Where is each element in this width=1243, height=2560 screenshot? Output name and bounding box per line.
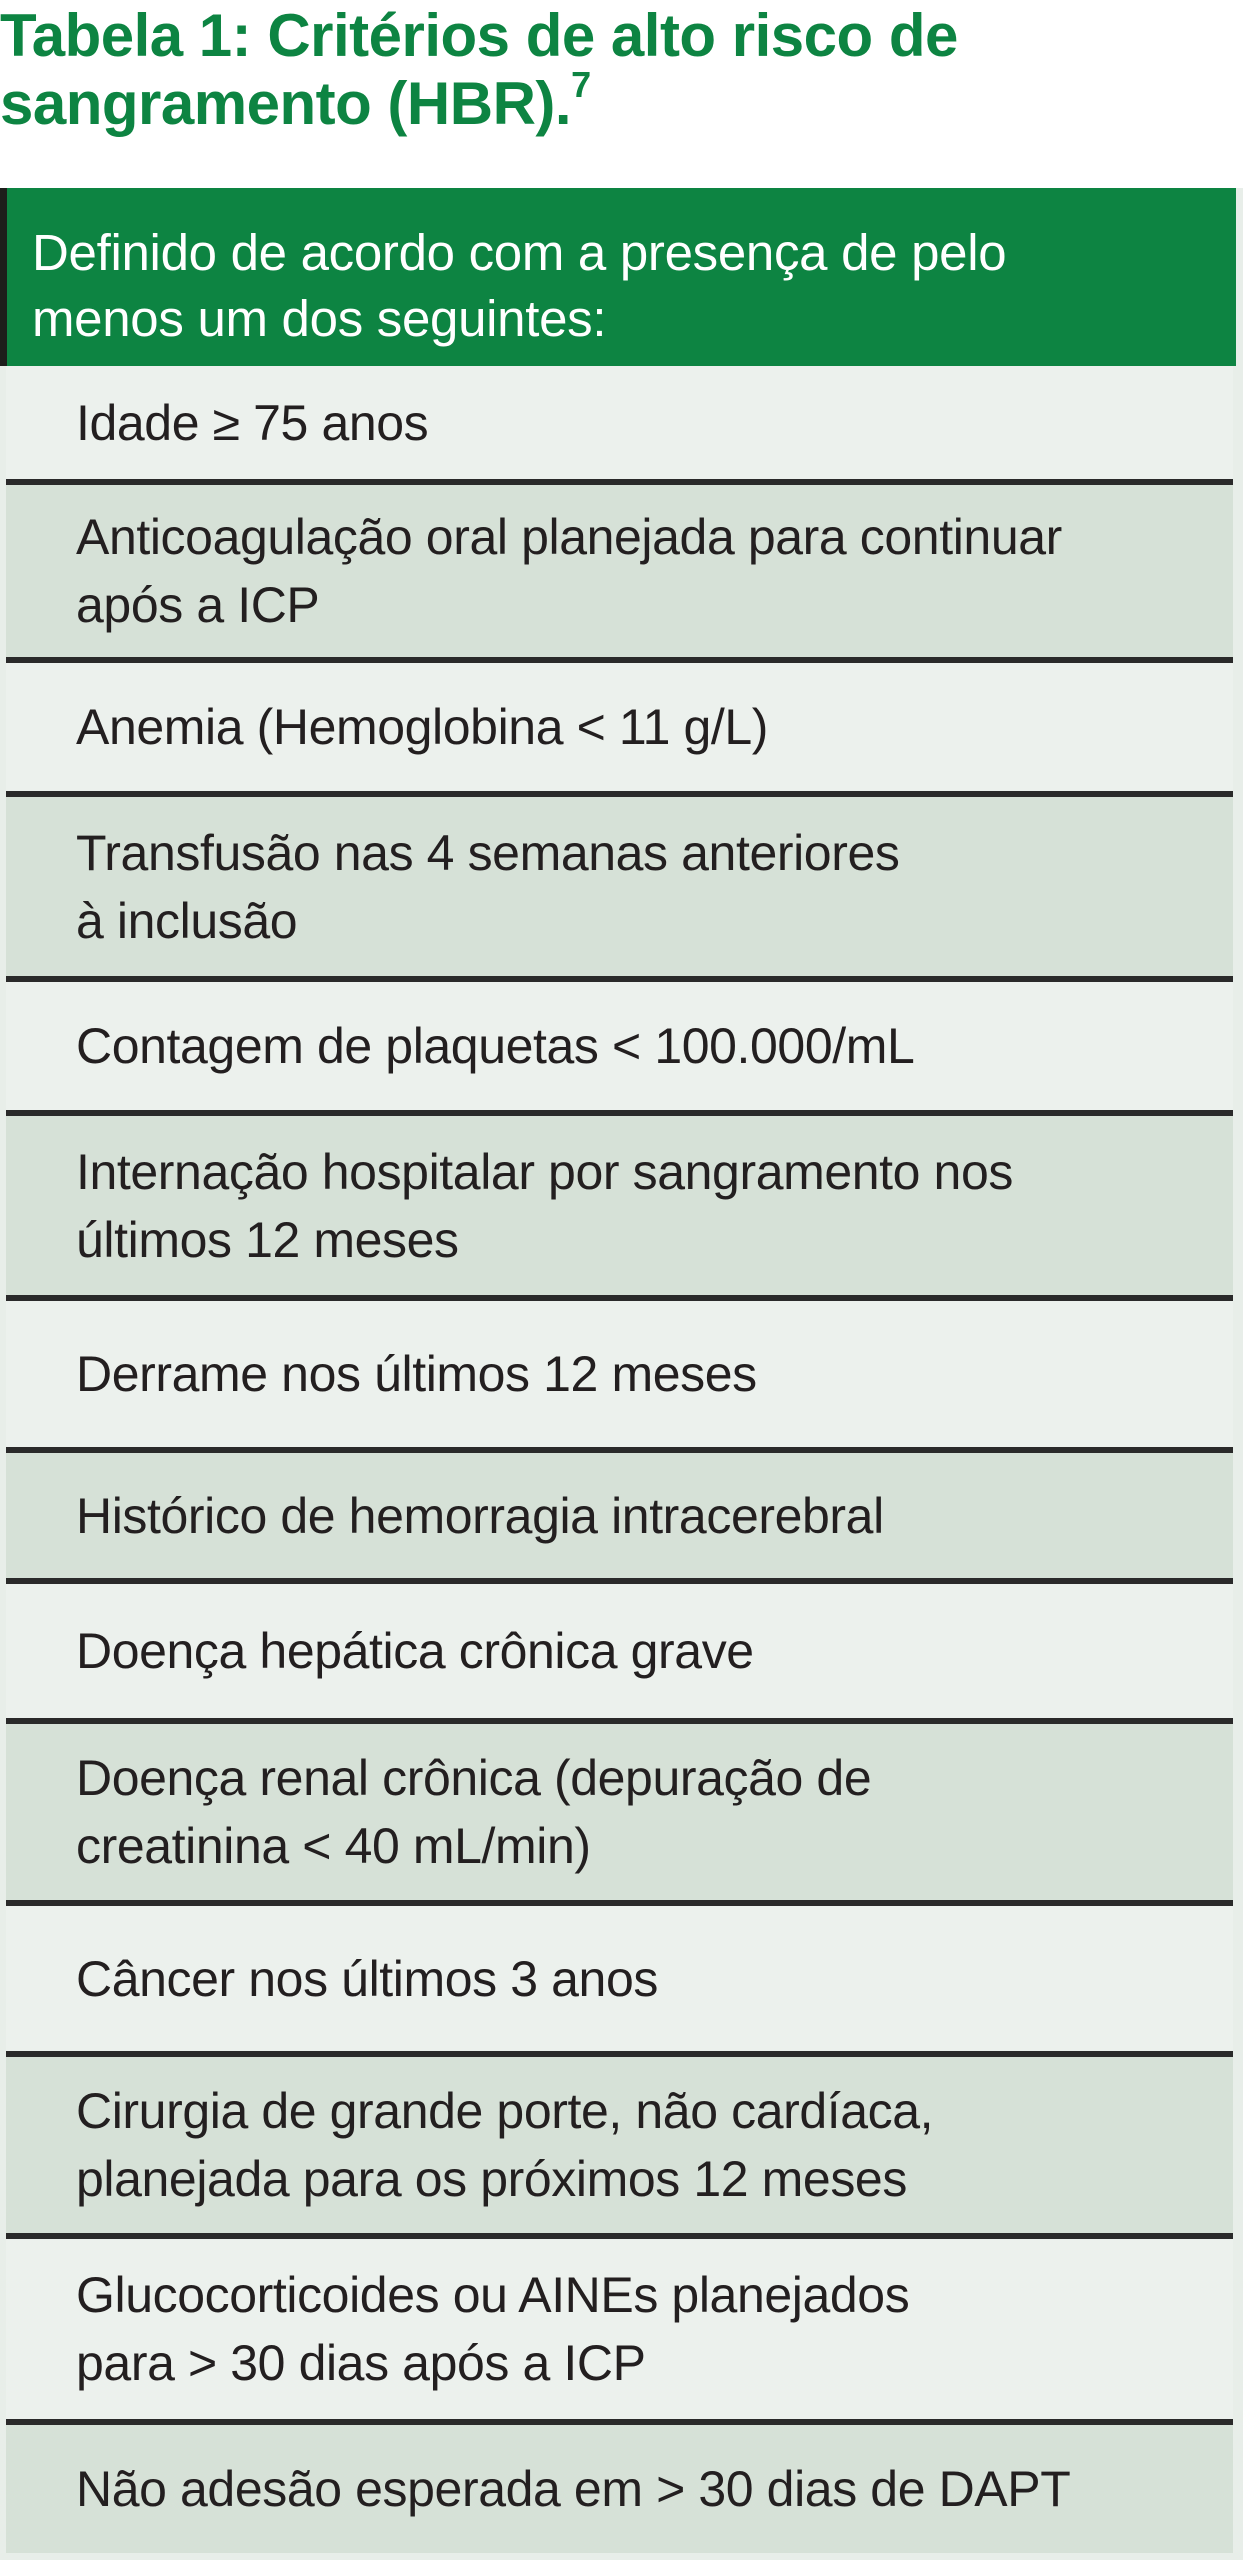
table-row-stroke — [6, 1301, 1233, 1447]
row-text: Idade ≥ 75 anos — [76, 394, 429, 451]
row-text: planejada para os próximos 12 meses — [76, 2151, 907, 2207]
table-row-liver-disease — [6, 1584, 1233, 1718]
row-text: Cirurgia de grande porte, não cardíaca, — [76, 2083, 934, 2139]
table-row-kidney-disease — [6, 1724, 1233, 1900]
table-row-nonadherence — [6, 2425, 1233, 2553]
row-text: últimos 12 meses — [76, 1211, 459, 1268]
table-row-platelets — [6, 982, 1233, 1110]
table-row-cancer — [6, 1906, 1233, 2051]
row-text: para > 30 dias após a ICP — [76, 2335, 646, 2391]
criteria-table — [0, 188, 1243, 2560]
table-row-transfusion — [6, 797, 1233, 976]
table-row-intracerebral-hemorrhage — [6, 1453, 1233, 1578]
row-text: Câncer nos últimos 3 anos — [76, 1950, 658, 2007]
row-text: Derrame nos últimos 12 meses — [76, 1346, 757, 1402]
title-text: sangramento (HBR). — [0, 70, 572, 137]
table-row-anticoagulation — [6, 485, 1233, 657]
row-text: Anticoagulação oral planejada para continuar — [76, 509, 1062, 565]
table-header — [0, 188, 1236, 366]
row-text: após a ICP — [76, 577, 320, 633]
reference-number: 7 — [571, 64, 591, 105]
row-text: Doença renal crônica (depuração de — [76, 1750, 872, 1806]
row-text: Anemia (Hemoglobina < 11 g/L) — [76, 699, 769, 755]
table-row-age — [6, 366, 1233, 479]
table-row-hospitalization — [6, 1116, 1233, 1295]
table-title — [0, 0, 1243, 188]
row-text: Internação hospitalar por sangramento nos — [76, 1143, 1013, 1200]
row-text: Glucocorticoides ou AINEs planejados — [76, 2267, 910, 2323]
header-line-1: Definido de acordo com a presença de pelo — [32, 224, 1007, 281]
table-row-glucocorticoids — [6, 2239, 1233, 2419]
row-text: Transfusão nas 4 semanas anteriores — [76, 824, 900, 881]
row-text: creatinina < 40 mL/min) — [76, 1818, 591, 1874]
table-row-anemia — [6, 663, 1233, 791]
title-line-1: Tabela 1: Critérios de alto risco de — [0, 2, 958, 69]
table-row-surgery — [6, 2057, 1233, 2233]
row-text: Histórico de hemorragia intracerebral — [76, 1487, 884, 1544]
row-text: à inclusão — [76, 892, 298, 949]
row-text: Contagem de plaquetas < 100.000/mL — [76, 1018, 915, 1074]
row-text: Não adesão esperada em > 30 dias de DAPT — [76, 2461, 1071, 2517]
title-line-2 — [0, 64, 1243, 138]
row-text: Doença hepática crônica grave — [76, 1623, 754, 1679]
header-line-2: menos um dos seguintes: — [32, 290, 607, 347]
